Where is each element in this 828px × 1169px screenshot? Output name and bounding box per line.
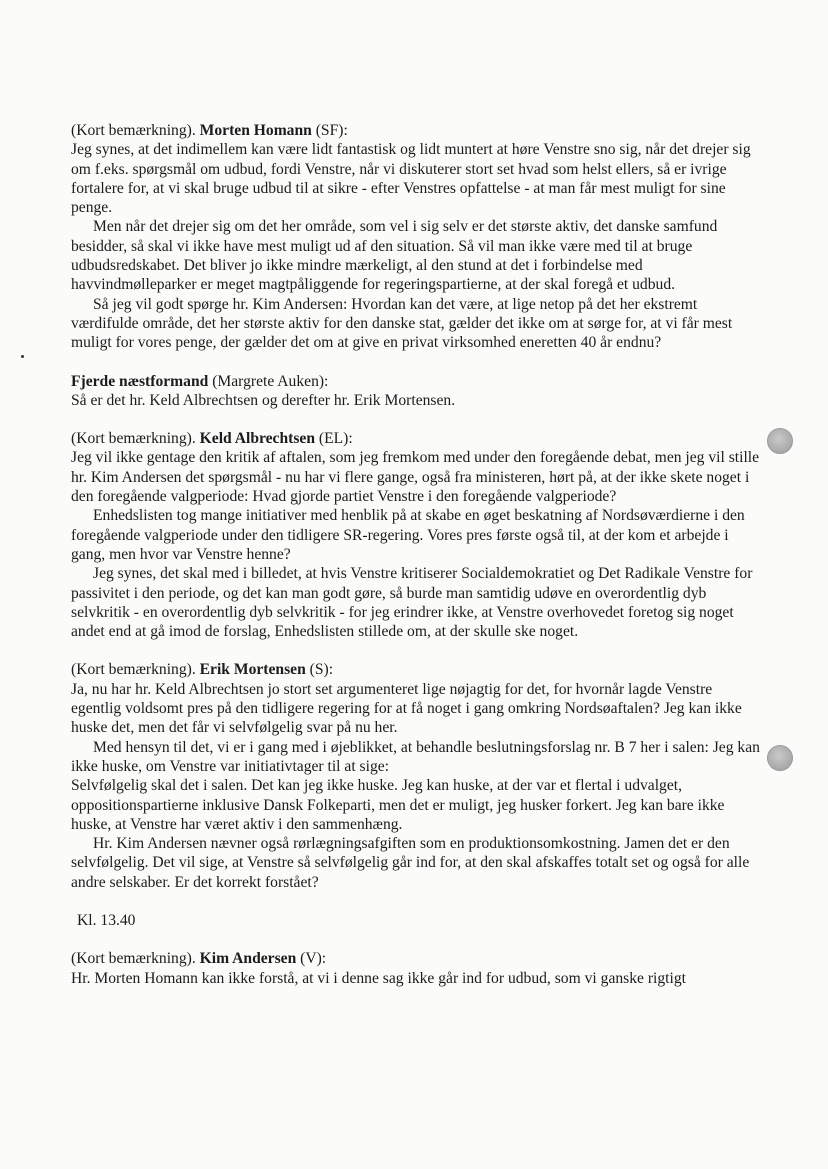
speech-paragraph: Hr. Morten Homann kan ikke forstå, at vi i denne sag ikke går ind for udbud, som vi ganske rigtigt [71,969,686,987]
transcript-page [71,121,761,988]
speech-paragraph: Jeg vil ikke gentage den kritik af aftalen, som jeg fremkom med under den foregående debat, men jeg vil stille hr. Kim Andersen det spørgsmål - nu har vi flere gange, også fra ministeren, hørt på, at der ikke skete noget i den foregående valgperiode: Hvad gjorde partiet Venstre i den foregående valgperiode? [71,449,760,506]
speaker-prefix: (Kort bemærkning). [71,122,200,139]
punch-hole-lower [767,745,793,771]
speech-block-erik-mortensen [71,660,761,892]
speaker-heading [71,949,761,968]
scan-speck [21,355,24,358]
speaker-heading [71,372,761,391]
speaker-party: (EL): [315,430,353,448]
punch-hole-upper [767,428,793,454]
speaker-heading [71,660,761,679]
time-stamp: Kl. 13.40 [77,911,136,929]
speaker-name: Fjerde næstformand [71,372,209,390]
speech-block-keld-albrechtsen [71,429,761,641]
speech-paragraph: Hr. Kim Andersen nævner også rørlægningsafgiften som en produktionsomkostning. Jamen det er den selvfølgelig. Det vil sige, at Venstre så selvfølgelig går ind for, at den skal afskaffes totalt set og også for alle andre selskaber. Er det korrekt forstået? [71,835,750,891]
speaker-prefix: (Kort bemærkning). [71,430,200,448]
speaker-prefix: (Kort bemærkning). [71,661,200,679]
speaker-party: (S): [305,661,334,679]
speech-paragraph: Jeg synes, at det indimellem kan være lidt fantastisk og lidt muntert at høre Venstre sno sig, når det drejer sig om f.eks. spørgsmål om udbud, fordi Venstre, når vi diskuterer stort set hvad som helst ellers, så er ivrige fortalere for, at vi skal bruge udbud til at sikre - efter Venstres opfattelse - at man får mest muligt for sine penge. [71,141,751,217]
speech-paragraph: Jeg synes, det skal med i billedet, at hvis Venstre kritiserer Socialdemokratiet og Det Radikale Venstre for passivitet i den periode, og det kan man godt gøre, så burde man samtidig udøve en overordentlig dyb selvkritik - en overordentlig dyb selvkritik - for jeg erindrer ikke, at Venstre overhovedet foretog sig noget andet end at gå imod de forslag, Enhedslisten stillede om, at der skulle ske noget. [71,565,753,641]
speech-paragraph: Så er det hr. Keld Albrechtsen og derefter hr. Erik Mortensen. [71,391,456,409]
speech-block-kim-andersen [71,949,761,988]
speaker-heading [71,121,761,140]
speech-paragraph: Ja, nu har hr. Keld Albrechtsen jo stort set argumenteret lige nøjagtig for det, for hvornår lagde Venstre egentlig voldsomt pres på den tidligere regering for at få noget i gang omkring Nordsøaftalen? Jeg kan ikke huske det, men det får vi selvfølgelig svar på nu her. [71,680,742,737]
speaker-heading [71,429,761,448]
speaker-prefix: (Kort bemærkning). [71,950,200,968]
speech-block-chair [71,372,761,411]
speaker-party: (Margrete Auken): [208,372,329,390]
speaker-party: (V): [296,950,327,968]
speech-paragraph: Enhedslisten tog mange initiativer med henblik på at skabe en øget beskatning af Nordsøværdierne i den foregående valgperiode under den tidligere SR-regering. Vores pres første også til, at der kom et arbejde i gang, men hvor var Venstre henne? [71,507,745,563]
speech-paragraph: Selvfølgelig skal det i salen. Det kan jeg ikke huske. Jeg kan huske, at der var et flertal i udvalget, oppositionspartierne inklusive Dansk Folkeparti, men det er muligt, jeg husker forkert. Jeg kan bare ikke huske, at Venstre har været aktiv i den sammenhæng. [71,777,725,833]
speech-paragraph: Med hensyn til det, vi er i gang med i øjeblikket, at behandle beslutningsforslag nr. B 7 her i salen: Jeg kan ikke huske, om Venstre var initiativtager til at sige: [71,738,760,775]
speaker-party: (SF): [311,122,348,139]
speech-paragraph: Men når det drejer sig om det her område, som vel i sig selv er det største aktiv, det danske samfund besidder, så skal vi ikke have mest muligt ud af den situation. Så vil man ikke være med til at bruge udbudsredskabet. Det bliver jo ikke mindre mærkeligt, al den stund at det i forbindelse med havvindmølleparker er meget magtpåliggende for regeringspartierne, at der skal foregå et udbud. [71,218,718,294]
speech-paragraph: Så jeg vil godt spørge hr. Kim Andersen: Hvordan kan det være, at lige netop på det her ekstremt værdifulde område, det her største aktiv for den danske stat, gælder det ikke om at sørge for, at vi får mest muligt for vores penge, der gælder det om at give en privat virksomhed eneretten 40 år endnu? [71,295,733,352]
speaker-name: Kim Andersen [199,950,297,968]
speaker-name: Erik Mortensen [199,661,306,679]
speaker-name: Keld Albrechtsen [199,430,316,448]
speech-block-morten-homann [71,121,761,353]
speaker-name: Morten Homann [199,122,312,139]
